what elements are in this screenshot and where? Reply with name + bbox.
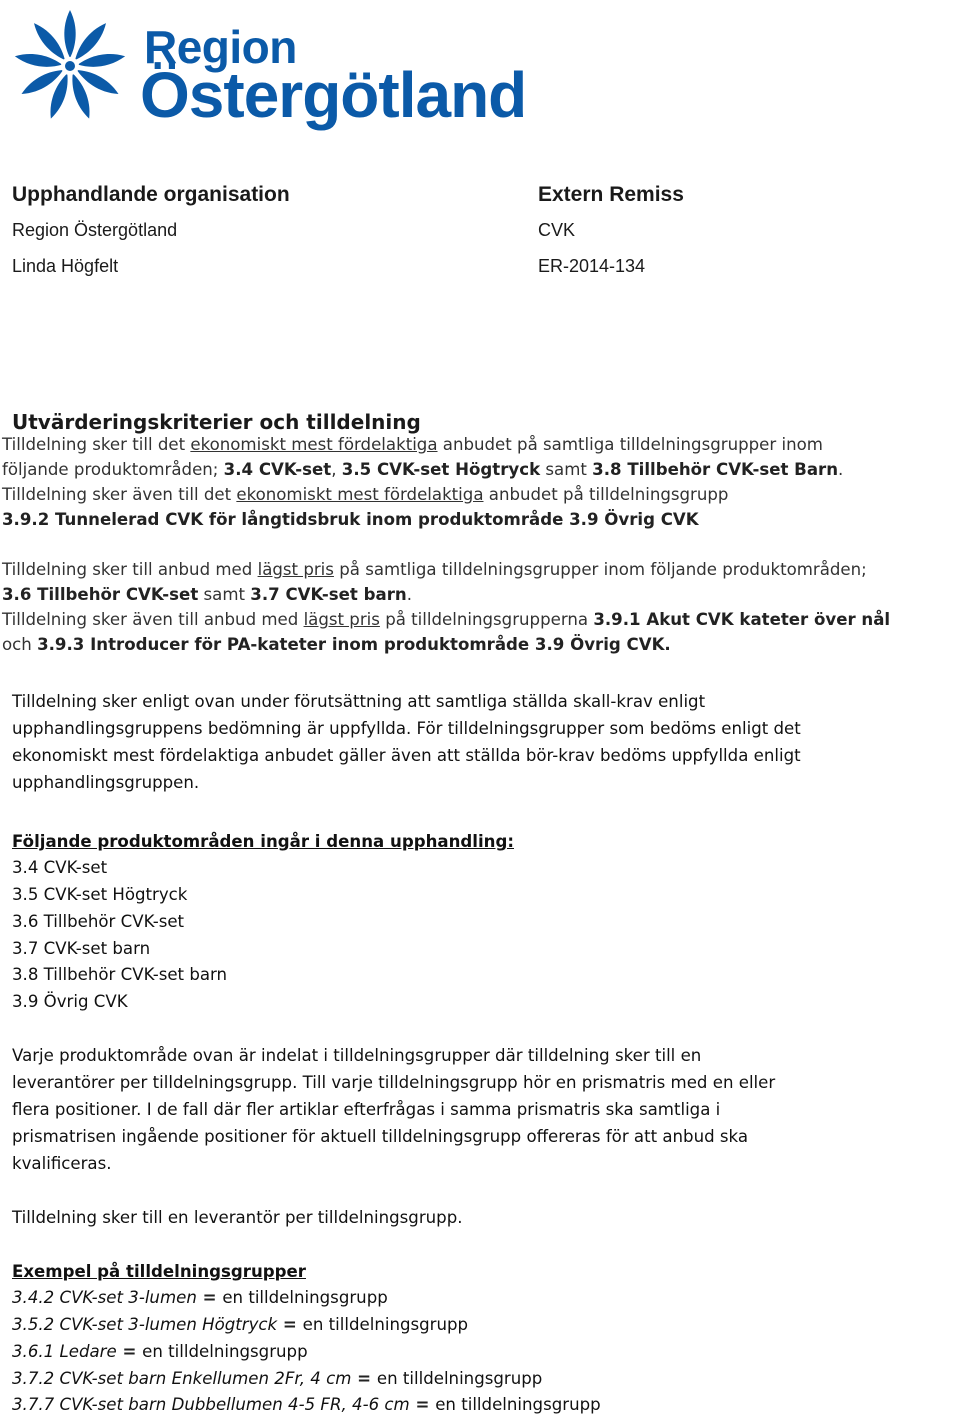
paragraph3: Tilldelning sker till en leverantör per tilldelningsgrupp. [12,1208,463,1227]
org-heading: Upphandlande organisation [12,183,290,206]
example-item: 3.4.2 CVK-set 3-lumen = en tilldelningsgrupp [12,1288,388,1307]
cornflower-logo-icon [10,6,134,124]
logo-line-1: Region [144,21,297,73]
section1-line-5: Tilldelning sker till anbud med lägst pris på samtliga tilldelningsgrupper inom följande produktområden; [2,560,867,579]
paragraph1-line-1: Tilldelning sker enligt ovan under förutsättning att samtliga ställda skall-krav enligt [12,692,706,711]
paragraph1-line-3: ekonomiskt mest fördelaktiga anbudet gäller även att ställda bör-krav bedöms uppfyllda enligt [12,746,801,765]
doc-subject: CVK [538,220,576,240]
paragraph1-line-2: upphandlingsgruppens bedömning är uppfyllda. För tilldelningsgrupper som bedöms enligt det [12,719,801,738]
paragraph2-line-2: leverantörer per tilldelningsgrupp. Till varje tilldelningsgrupp hör en prismatris med en eller [12,1073,776,1092]
section1-line-7: Tilldelning sker även till anbud med lägst pris på tilldelningsgrupperna 3.9.1 Akut CVK kateter över nål [2,610,891,629]
section1-line-4: 3.9.2 Tunnelerad CVK för långtidsbruk inom produktområde 3.9 Övrig CVK [2,510,699,529]
paragraph2-line-4: prismatrisen ingående positioner för aktuell tilldelningsgrupp offereras för att anbud ska [12,1127,749,1146]
area-item: 3.7 CVK-set barn [12,939,151,958]
section-title: Utvärderingskriterier och tilldelning [12,410,421,434]
paragraph2-line-1: Varje produktområde ovan är indelat i tilldelningsgrupper där tilldelning sker till en [12,1046,702,1065]
section1-line-8: och 3.9.3 Introducer för PA-kateter inom produktområde 3.9 Övrig CVK. [2,635,671,654]
doc-reference: ER-2014-134 [538,256,646,276]
org-name: Region Östergötland [12,220,178,240]
area-item: 3.6 Tillbehör CVK-set [12,912,185,931]
section1-line-2: följande produktområden; 3.4 CVK-set, 3.5 CVK-set Högtryck samt 3.8 Tillbehör CVK-set Barn. [2,460,844,479]
example-item: 3.7.7 CVK-set barn Dubbellumen 4-5 FR, 4-6 cm = en tilldelningsgrupp [12,1395,601,1414]
paragraph2-line-5: kvalificeras. [12,1154,112,1173]
section1-line-6: 3.6 Tillbehör CVK-set samt 3.7 CVK-set barn. [2,585,412,604]
example-item: 3.7.2 CVK-set barn Enkellumen 2Fr, 4 cm = en tilldelningsgrupp [12,1369,543,1388]
area-item: 3.5 CVK-set Högtryck [12,885,188,904]
region-logo [10,6,527,131]
area-item: 3.8 Tillbehör CVK-set barn [12,965,228,984]
example-item: 3.5.2 CVK-set 3-lumen Högtryck = en tilldelningsgrupp [12,1315,469,1334]
areas-title: Följande produktområden ingår i denna upphandling: [12,832,514,851]
area-item: 3.4 CVK-set [12,858,108,877]
paragraph1-line-4: upphandlingsgruppen. [12,773,200,792]
example-item: 3.6.1 Ledare = en tilldelningsgrupp [12,1342,308,1361]
section1-line-3: Tilldelning sker även till det ekonomiskt mest fördelaktiga anbudet på tilldelningsgrupp [2,485,729,504]
examples-title: Exempel på tilldelningsgrupper [12,1262,306,1281]
logo-line-2: Östergötland [140,59,527,131]
doc-type-heading: Extern Remiss [538,183,684,206]
paragraph2-line-3: flera positioner. I de fall där fler artiklar efterfrågas i samma prismatris ska samtliga i [12,1100,721,1119]
contact-name: Linda Högfelt [12,256,119,276]
section1-line-1: Tilldelning sker till det ekonomiskt mest fördelaktiga anbudet på samtliga tilldelningsgrupper inom [2,435,823,454]
area-item: 3.9 Övrig CVK [12,992,128,1011]
